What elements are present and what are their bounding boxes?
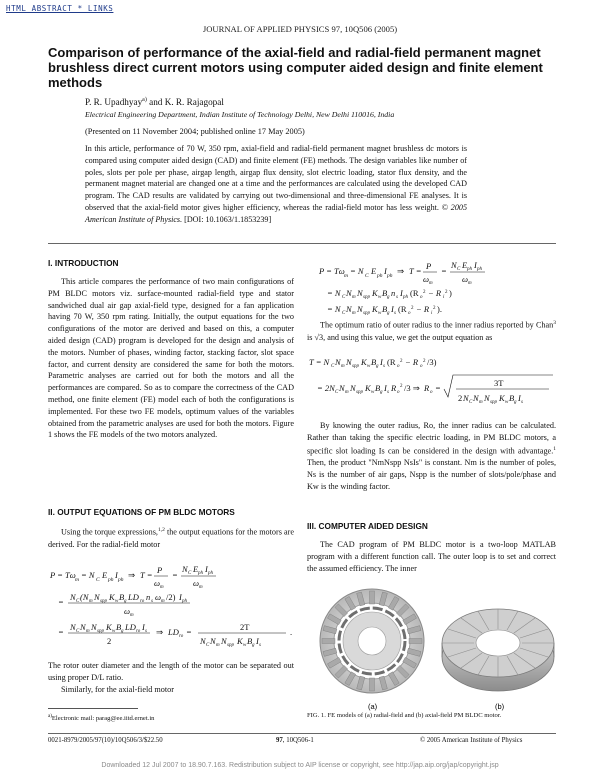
svg-text:ph: ph — [377, 273, 383, 279]
svg-text:g: g — [121, 629, 124, 634]
svg-text:K: K — [361, 357, 367, 367]
svg-text:− R: − R — [428, 288, 442, 298]
abstract-copyright: © 2005 American Institute of Physics. — [85, 202, 467, 224]
svg-text:n: n — [391, 288, 396, 298]
svg-text:/3 ⇒: /3 ⇒ — [404, 383, 420, 393]
svg-text:B: B — [116, 622, 122, 632]
svg-text:ph: ph — [108, 577, 114, 583]
footer-divider — [48, 733, 556, 734]
axial-output-equations — [307, 256, 557, 316]
svg-text:2: 2 — [411, 306, 414, 311]
svg-text:m: m — [341, 364, 345, 369]
svg-text:E: E — [102, 570, 108, 580]
section-heading-introduction: I. INTRODUCTION — [48, 258, 119, 268]
svg-text:o: o — [430, 390, 433, 395]
svg-text:C: C — [335, 390, 339, 395]
output-equation-outer-radius — [307, 355, 557, 410]
figure-1-fe-models — [310, 583, 558, 713]
svg-text:=: = — [58, 627, 64, 637]
svg-text:.: . — [290, 627, 293, 637]
svg-text:g: g — [387, 311, 390, 316]
authors — [85, 97, 224, 107]
svg-text:m: m — [352, 311, 356, 316]
svg-text:=: = — [441, 266, 447, 276]
svg-text:ω: ω — [124, 606, 131, 616]
svg-text:/3): /3) — [427, 357, 437, 367]
svg-text:T = N: T = N — [309, 357, 330, 367]
journal-running-head: JOURNAL OF APPLIED PHYSICS 97, 10Q506 (2005) — [202, 24, 398, 34]
svg-text:ph: ph — [467, 267, 472, 272]
svg-text:w: w — [243, 643, 247, 648]
svg-text:B: B — [371, 357, 377, 367]
svg-text:N: N — [335, 357, 341, 367]
svg-text:m: m — [160, 585, 164, 590]
svg-text:B: B — [382, 304, 388, 314]
svg-text:B: B — [247, 636, 253, 646]
svg-text:I: I — [518, 393, 521, 403]
svg-text:n: n — [146, 592, 151, 602]
svg-text:K: K — [365, 383, 371, 393]
svg-text:ph: ph — [403, 295, 408, 300]
svg-text:2T: 2T — [240, 622, 250, 632]
svg-text:m: m — [429, 281, 433, 286]
svg-text:N: N — [70, 622, 76, 632]
svg-text:2: 2 — [423, 359, 426, 364]
svg-text:N: N — [91, 622, 97, 632]
section-heading-cad: III. COMPUTER AIDED DESIGN — [307, 521, 428, 531]
svg-text:I: I — [384, 266, 387, 276]
svg-text:=: = — [435, 383, 441, 393]
svg-text:ro: ro — [140, 599, 145, 604]
svg-text:(R: (R — [387, 357, 396, 367]
svg-text:ω: ω — [155, 592, 162, 602]
svg-text:ph: ph — [477, 267, 482, 272]
svg-text:P: P — [157, 565, 163, 575]
svg-text:C: C — [76, 599, 80, 604]
svg-text:ph: ph — [182, 599, 187, 604]
svg-text:m: m — [352, 295, 356, 300]
svg-text:I: I — [400, 288, 403, 298]
author-footnote-marker: a) — [142, 97, 147, 103]
svg-text:w: w — [115, 599, 119, 604]
svg-text:LD: LD — [168, 627, 179, 637]
svg-text:N: N — [451, 260, 457, 270]
svg-text:spp: spp — [490, 400, 497, 405]
svg-text:ω: ω — [193, 578, 200, 588]
svg-text:C: C — [457, 267, 461, 272]
svg-text:B: B — [509, 393, 515, 403]
svg-text:N: N — [346, 357, 352, 367]
svg-text:B: B — [119, 592, 125, 602]
svg-text:K: K — [109, 592, 115, 602]
svg-text:R: R — [424, 383, 430, 393]
svg-text:C: C — [365, 273, 369, 279]
svg-text:I: I — [384, 383, 387, 393]
svg-text:g: g — [124, 599, 127, 604]
svg-text:2: 2 — [458, 393, 463, 403]
svg-text:I: I — [205, 564, 208, 574]
svg-text:P: P — [426, 261, 432, 271]
abstract-divider — [48, 243, 556, 244]
svg-text:N: N — [182, 564, 188, 574]
optimum-ratio-paragraph: The optimum ratio of outer radius to the inner radius reported by Chan$^3$ is √3, and using this value, we get the output equation as — [307, 320, 556, 342]
svg-text:N: N — [346, 288, 352, 298]
svg-text:m: m — [161, 599, 165, 604]
svg-text:N: N — [350, 383, 356, 393]
svg-text:spp: spp — [227, 643, 234, 648]
svg-text:LD: LD — [125, 622, 136, 632]
svg-text:/2): /2) — [166, 592, 176, 602]
svg-text:g: g — [252, 643, 255, 648]
received-date: (Presented on 11 November 2004; published online 17 May 2005) — [85, 127, 305, 136]
svg-text:I: I — [115, 570, 118, 580]
svg-text:s: s — [396, 295, 398, 300]
svg-text:m: m — [345, 390, 349, 395]
svg-text:spp: spp — [100, 599, 107, 604]
svg-text:w: w — [505, 400, 509, 405]
footnote: $^{a)}$Electronic mail: parag@ee.iitd.ernet.in — [48, 714, 155, 723]
svg-text:2: 2 — [107, 636, 112, 646]
svg-text:s: s — [151, 599, 153, 604]
svg-text:m: m — [75, 577, 79, 583]
svg-text:m: m — [468, 281, 472, 286]
svg-text:i: i — [443, 295, 445, 300]
svg-text:N: N — [210, 636, 216, 646]
svg-text:ω: ω — [462, 274, 469, 284]
svg-text:= N: = N — [327, 288, 341, 298]
svg-text:o: o — [420, 364, 423, 369]
svg-text:C: C — [469, 400, 473, 405]
svg-text:N: N — [484, 393, 490, 403]
footer-page: 97, 10Q506-1 — [276, 737, 314, 744]
svg-text:− R: − R — [416, 304, 430, 314]
svg-text:s: s — [387, 390, 389, 395]
svg-text:C: C — [96, 577, 100, 583]
svg-text:g: g — [514, 400, 517, 405]
svg-text:N: N — [70, 592, 76, 602]
svg-text:N: N — [473, 393, 479, 403]
svg-text:=: = — [186, 627, 192, 637]
svg-text:N: N — [200, 636, 206, 646]
author-1: P. R. Upadhyay — [85, 97, 143, 108]
svg-text:i: i — [431, 311, 433, 316]
svg-text:C: C — [342, 295, 346, 300]
svg-text:B: B — [382, 288, 388, 298]
svg-text:2: 2 — [423, 290, 426, 295]
svg-text:2: 2 — [400, 384, 403, 389]
svg-text:w: w — [112, 629, 116, 634]
svg-text:s: s — [259, 643, 261, 648]
svg-text:m: m — [89, 599, 93, 604]
svg-text:N: N — [94, 592, 100, 602]
svg-text:s: s — [521, 400, 523, 405]
abstract-text: In this article, performance of 70 W, 350 rpm, axial-field and radial-field permanent magnet brushless dc motors is compared using computer aided design (CAD) and finite element (FE) methods. The design variables like number of poles, slots per pole per phase, airgap length, airgap flux density, slot electric loading, stator flux density, and the permanent magnet material are changed one at a time and the performances are calculated using the developed CAD program. The CAD results are validated by carrying out two-dimensional and three-dimensional FE analyses. It is observed that the axial-field motor gives higher efficiency, whereas the radial-field motor has less weight. — [85, 144, 467, 212]
svg-text:3T: 3T — [494, 378, 504, 388]
svg-text:K: K — [372, 288, 378, 298]
footer-copyright: © 2005 American Institute of Physics — [420, 737, 523, 744]
abstract-links-bar[interactable]: HTML ABSTRACT * LINKS — [6, 4, 114, 13]
svg-text:spp: spp — [97, 629, 104, 634]
svg-text:⇒: ⇒ — [128, 570, 136, 580]
article-title: Comparison of performance of the axial-field and radial-field permanent magnet brushless direct current motors using computer aided design and finite element methods — [48, 45, 543, 90]
svg-text:ω: ω — [154, 578, 161, 588]
svg-text:w: w — [378, 311, 382, 316]
svg-text:K: K — [237, 636, 243, 646]
outer-radius-paragraph: By knowing the outer radius, Ro, the inner radius can be calculated. Rather than taking the specific electric loading, in PM BLDC motors, a specific slot loading Is can be considered in the design with advantage.$^1$ Then, the product "NmNspp NsIs" is constant. Nm is the number of poles, Ns is the number of air gaps, Nspp is the number of slots/pole/phase and Kw is the winding factor. — [307, 421, 556, 491]
svg-text:B: B — [375, 383, 381, 393]
svg-text:R: R — [391, 383, 397, 393]
author-2: and K. R. Rajagopal — [146, 97, 224, 108]
svg-text:2: 2 — [433, 306, 436, 311]
svg-text:⇒: ⇒ — [397, 266, 405, 276]
svg-text:K: K — [372, 304, 378, 314]
svg-text:I: I — [391, 304, 394, 314]
svg-text:ph: ph — [208, 571, 213, 576]
svg-text:I: I — [142, 622, 145, 632]
svg-text:C: C — [206, 643, 210, 648]
svg-text:spp: spp — [363, 295, 370, 300]
svg-text:= N: = N — [81, 570, 95, 580]
svg-text:= N: = N — [350, 266, 364, 276]
svg-text:C: C — [342, 311, 346, 316]
svg-text:o: o — [408, 311, 411, 316]
affiliation: Electrical Engineering Department, Indian Institute of Technology Delhi, New Delhi 110016, India — [85, 110, 395, 119]
svg-text:I: I — [179, 592, 182, 602]
svg-text:m: m — [199, 585, 203, 590]
output-equations-intro: Using the torque expressions,$^{1,2}$ the output equations for the motors are derived. For the radial-field motor — [48, 527, 295, 549]
svg-text:o: o — [397, 390, 400, 395]
svg-text:s: s — [383, 364, 385, 369]
svg-text:ph: ph — [387, 273, 393, 279]
svg-text:K: K — [106, 622, 112, 632]
svg-text:s: s — [145, 629, 147, 634]
svg-text:(R: (R — [398, 304, 407, 314]
svg-text:P = Tω: P = Tω — [50, 570, 76, 580]
svg-text:g: g — [380, 390, 383, 395]
svg-text:w: w — [378, 295, 382, 300]
svg-text:N: N — [221, 636, 227, 646]
svg-text:ph: ph — [118, 577, 124, 583]
cad-paragraph: The CAD program of PM BLDC motor is a two-loop MATLAB program with a different function call. The outer loop is to set and correct the assumed efficiency. The inner — [307, 540, 556, 573]
svg-text:E: E — [462, 260, 468, 270]
svg-text:spp: spp — [356, 390, 363, 395]
svg-text:T =: T = — [140, 570, 153, 580]
svg-text:w: w — [371, 390, 375, 395]
svg-text:o: o — [397, 364, 400, 369]
footer-issn: 0021-8979/2005/97(10)/10Q506/3/$22.50 — [48, 737, 163, 744]
svg-text:⇒: ⇒ — [156, 627, 164, 637]
svg-text:LD: LD — [128, 592, 139, 602]
svg-text:w: w — [367, 364, 371, 369]
svg-text:E: E — [193, 564, 199, 574]
svg-text:g: g — [376, 364, 379, 369]
svg-text:m: m — [479, 400, 483, 405]
svg-text:T =: T = — [409, 266, 422, 276]
radial-output-equations — [48, 560, 298, 660]
svg-text:N: N — [346, 304, 352, 314]
svg-text:m: m — [130, 613, 134, 618]
svg-text:P = Tω: P = Tω — [319, 266, 345, 276]
svg-text:− R: − R — [405, 357, 419, 367]
output-equations-continued: The rotor outer diameter and the length of the motor can be separated out using proper D/L ratio. Similarly, for the axial-field motor — [48, 661, 294, 694]
svg-text:C: C — [76, 629, 80, 634]
intro-paragraph: This article compares the performance of two main configurations of PM BLDC motors viz. surface-mounted radial-field type and stator sandwiched dual air gap axial-field type, designed for a fan application having 70 W, 350 rpm rating. Initially, the output equations for the two configurations of the motor are derived and based on this, a computer aided design (CAD) program is developed for the design and analysis of the motors. Number of phases, winding factor, stacking factor, slot space factor, and current density are considered the same for both the motors. Parametric analyses are carried out for both the motors and all the performances are compared. So as to compare the correctness of the CAD method, one finite element (FE) model each of both the configurations is implemented. For these two FE models, optimum values of the variables obtained from the parametric analyses are used for both the motors. Figure 1 shows the FE models of the two motors analyzed. — [48, 277, 294, 440]
figure-label-b: (b) — [495, 702, 505, 711]
svg-text:g: g — [387, 295, 390, 300]
svg-text:ph: ph — [198, 571, 203, 576]
svg-text:ω: ω — [423, 274, 430, 284]
svg-text:spp: spp — [352, 364, 359, 369]
svg-text:K: K — [499, 393, 505, 403]
svg-text:m: m — [216, 643, 220, 648]
svg-text:= N: = N — [327, 304, 341, 314]
figure-label-a: (a) — [368, 702, 378, 711]
svg-text:E: E — [371, 266, 377, 276]
axial-field-model — [442, 609, 554, 691]
download-notice[interactable]: Downloaded 12 Jul 2007 to 18.90.7.163. Redistribution subject to AIP license or copyright, see http://jap.aip.org/jap/copyright.jsp — [101, 762, 499, 769]
abstract — [85, 143, 467, 226]
svg-text:N: N — [463, 393, 469, 403]
abstract-doi[interactable]: [DOI: 10.1063/1.1853239] — [184, 214, 272, 224]
svg-text:=: = — [172, 570, 178, 580]
svg-text:(N: (N — [80, 592, 89, 602]
svg-text:N: N — [357, 304, 363, 314]
svg-text:).: ). — [437, 304, 442, 314]
svg-text:I: I — [474, 260, 477, 270]
svg-text:o: o — [420, 295, 423, 300]
svg-text:ro: ro — [179, 634, 184, 639]
svg-text:I: I — [256, 636, 259, 646]
svg-text:2: 2 — [400, 359, 403, 364]
svg-text:(R: (R — [410, 288, 419, 298]
svg-text:= 2N: = 2N — [317, 383, 335, 393]
svg-text:N: N — [357, 288, 363, 298]
svg-text:m: m — [344, 273, 348, 279]
svg-text:spp: spp — [363, 311, 370, 316]
section-heading-output-equations: II. OUTPUT EQUATIONS OF PM BLDC MOTORS — [48, 507, 235, 517]
footnote-rule — [48, 708, 138, 709]
svg-text:=: = — [58, 597, 64, 607]
svg-text:m: m — [86, 629, 90, 634]
svg-text:): ) — [449, 288, 452, 298]
svg-text:C: C — [188, 571, 192, 576]
svg-text:ro: ro — [136, 629, 141, 634]
figure-1-caption: FIG. 1. FE models of (a) radial-field and (b) axial-field PM BLDC motor. — [307, 712, 502, 719]
svg-text:s: s — [394, 311, 396, 316]
svg-text:I: I — [380, 357, 383, 367]
svg-text:2: 2 — [445, 290, 448, 295]
svg-text:N: N — [80, 622, 86, 632]
radial-field-model — [320, 589, 424, 693]
svg-text:C: C — [331, 364, 335, 369]
svg-text:N: N — [339, 383, 345, 393]
